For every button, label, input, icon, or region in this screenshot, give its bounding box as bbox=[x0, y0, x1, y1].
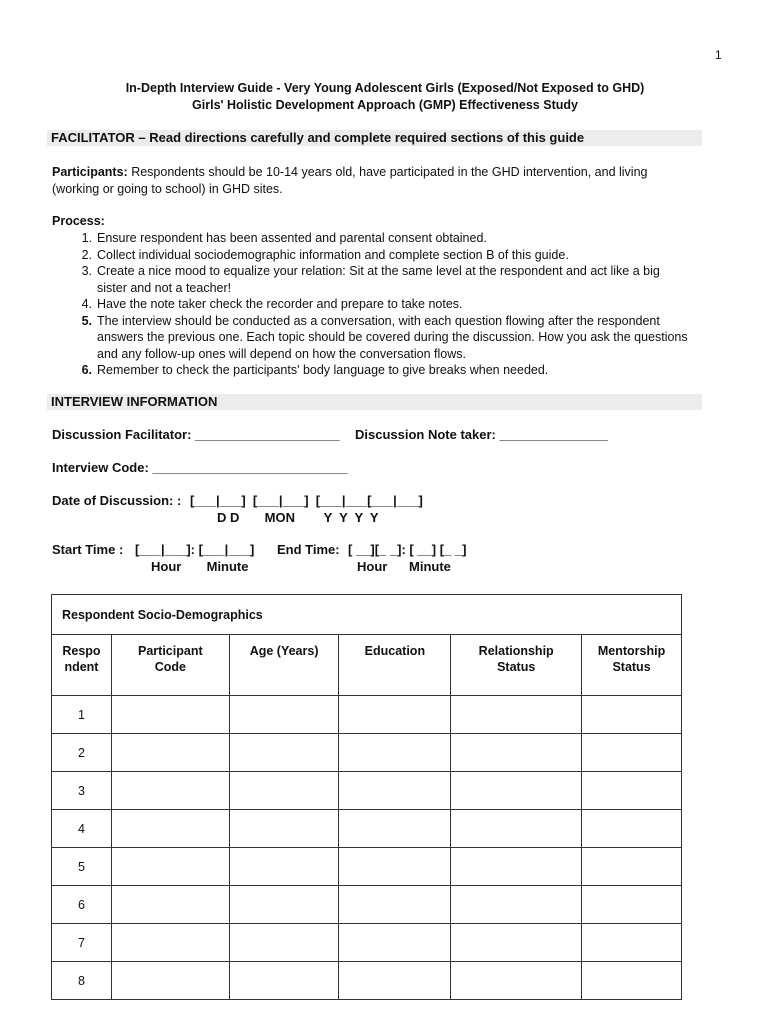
step-number: 3. bbox=[81, 264, 92, 278]
end-time-units: Hour Minute bbox=[357, 559, 451, 574]
table-cell[interactable] bbox=[582, 772, 682, 810]
table-cell[interactable] bbox=[339, 886, 451, 924]
table-cell[interactable] bbox=[582, 886, 682, 924]
respondent-number: 8 bbox=[52, 962, 112, 1000]
table-cell[interactable] bbox=[111, 696, 229, 734]
table-cell[interactable] bbox=[451, 734, 582, 772]
table-row bbox=[52, 962, 682, 1000]
process-step bbox=[52, 296, 692, 313]
process-step bbox=[52, 247, 692, 264]
step-text: Ensure respondent has been assented and parental consent obtained. bbox=[97, 231, 487, 245]
table-cell[interactable] bbox=[111, 734, 229, 772]
date-label: Date of Discussion: : bbox=[52, 493, 182, 508]
facilitator-field[interactable]: Discussion Facilitator: ____________________ bbox=[52, 427, 340, 442]
respondent-number: 6 bbox=[52, 886, 112, 924]
participants-paragraph bbox=[52, 164, 692, 197]
step-number: 4. bbox=[81, 297, 92, 311]
table-cell[interactable] bbox=[339, 962, 451, 1000]
table-cell[interactable] bbox=[451, 810, 582, 848]
end-time-boxes[interactable]: [ __][_ _]: [ __] [_ _] bbox=[348, 542, 467, 557]
table-cell[interactable] bbox=[451, 696, 582, 734]
respondent-number: 5 bbox=[52, 848, 112, 886]
table-row bbox=[52, 772, 682, 810]
table-row bbox=[52, 886, 682, 924]
process-step bbox=[52, 230, 692, 247]
table-cell[interactable] bbox=[111, 848, 229, 886]
table-cell[interactable] bbox=[339, 924, 451, 962]
table-cell[interactable] bbox=[229, 924, 339, 962]
column-header: Respo ndent bbox=[52, 635, 112, 696]
table-cell[interactable] bbox=[582, 734, 682, 772]
respondent-number: 3 bbox=[52, 772, 112, 810]
process-step bbox=[52, 263, 692, 296]
step-number: 5. bbox=[81, 313, 92, 328]
column-header: Mentorship Status bbox=[582, 635, 682, 696]
process-step bbox=[52, 362, 692, 379]
step-text: Create a nice mood to equalize your relation: Sit at the same level at the respondent and act like a big sister and not a teacher! bbox=[97, 264, 660, 295]
step-text: Have the note taker check the recorder and prepare to take notes. bbox=[97, 297, 463, 311]
step-number: 6. bbox=[81, 363, 92, 377]
start-time-boxes[interactable]: [___|___]: [___|___] bbox=[135, 542, 255, 557]
table-cell[interactable] bbox=[111, 772, 229, 810]
table-header-row bbox=[52, 635, 682, 696]
interview-info-bar: INTERVIEW INFORMATION bbox=[47, 394, 702, 410]
table-cell[interactable] bbox=[582, 696, 682, 734]
step-text: Remember to check the participants' body language to give breaks when needed. bbox=[97, 363, 549, 377]
table-cell[interactable] bbox=[229, 772, 339, 810]
column-header: Relationship Status bbox=[451, 635, 582, 696]
table-cell[interactable] bbox=[229, 848, 339, 886]
document-subtitle: Girls' Holistic Development Approach (GMP) Effectiveness Study bbox=[192, 98, 578, 112]
table-cell[interactable] bbox=[111, 886, 229, 924]
table-cell[interactable] bbox=[582, 924, 682, 962]
process-label: Process: bbox=[52, 214, 105, 228]
respondent-number: 2 bbox=[52, 734, 112, 772]
table-row bbox=[52, 734, 682, 772]
date-units: D D MON Y Y Y Y bbox=[217, 510, 379, 525]
table-cell[interactable] bbox=[229, 962, 339, 1000]
table-cell[interactable] bbox=[339, 848, 451, 886]
respondent-number: 1 bbox=[52, 696, 112, 734]
table-row bbox=[52, 848, 682, 886]
table-cell[interactable] bbox=[339, 772, 451, 810]
respondent-number: 4 bbox=[52, 810, 112, 848]
table-cell[interactable] bbox=[229, 810, 339, 848]
table-row bbox=[52, 924, 682, 962]
column-header: Participant Code bbox=[111, 635, 229, 696]
facilitator-section-bar: FACILITATOR – Read directions carefully and complete required sections of this guide bbox=[47, 130, 702, 146]
column-header: Age (Years) bbox=[229, 635, 339, 696]
page-number: 1 bbox=[715, 48, 722, 62]
step-number: 2. bbox=[81, 247, 92, 262]
participants-label: Participants: bbox=[52, 165, 128, 179]
participants-text: Respondents should be 10-14 years old, have participated in the GHD intervention, and living (working or going to school) in GHD sites. bbox=[52, 165, 648, 196]
start-time-label: Start Time : bbox=[52, 542, 124, 557]
table-cell[interactable] bbox=[451, 924, 582, 962]
process-step bbox=[52, 313, 692, 363]
table-cell[interactable] bbox=[451, 848, 582, 886]
table-cell[interactable] bbox=[229, 696, 339, 734]
note-taker-field[interactable]: Discussion Note taker: _______________ bbox=[355, 427, 608, 442]
table-cell[interactable] bbox=[451, 772, 582, 810]
table-cell[interactable] bbox=[339, 696, 451, 734]
respondent-number: 7 bbox=[52, 924, 112, 962]
table-cell[interactable] bbox=[582, 810, 682, 848]
table-cell[interactable] bbox=[339, 734, 451, 772]
table-cell[interactable] bbox=[229, 734, 339, 772]
date-boxes[interactable]: [___|___] [___|___] [___|___[___|___] bbox=[190, 493, 423, 508]
table-cell[interactable] bbox=[111, 924, 229, 962]
table-row bbox=[52, 810, 682, 848]
table-cell[interactable] bbox=[229, 886, 339, 924]
document-title: In-Depth Interview Guide - Very Young Adolescent Girls (Exposed/Not Exposed to GHD) bbox=[125, 81, 645, 95]
table-cell[interactable] bbox=[111, 810, 229, 848]
table-row bbox=[52, 696, 682, 734]
column-header: Education bbox=[339, 635, 451, 696]
start-time-units: Hour Minute bbox=[151, 559, 249, 574]
table-cell[interactable] bbox=[582, 848, 682, 886]
step-text: The interview should be conducted as a conversation, with each question flowing after the respondent answers the previous one. Each topic should be covered during the discussion. How you ask the questions and any follow-up ones will depend on how the conversation flows. bbox=[97, 313, 688, 361]
table-cell[interactable] bbox=[451, 886, 582, 924]
table-cell[interactable] bbox=[111, 962, 229, 1000]
socio-demographics-table bbox=[51, 594, 682, 1000]
step-text: Collect individual sociodemographic information and complete section B of this guide. bbox=[97, 247, 569, 262]
process-steps bbox=[52, 230, 692, 379]
end-time-label: End Time: bbox=[277, 542, 340, 557]
table-caption: Respondent Socio-Demographics bbox=[52, 595, 682, 635]
table-cell[interactable] bbox=[451, 962, 582, 1000]
step-number: 1. bbox=[81, 231, 92, 245]
table-cell[interactable] bbox=[582, 962, 682, 1000]
table-cell[interactable] bbox=[339, 810, 451, 848]
interview-code-field[interactable]: Interview Code: ___________________________ bbox=[52, 460, 348, 475]
